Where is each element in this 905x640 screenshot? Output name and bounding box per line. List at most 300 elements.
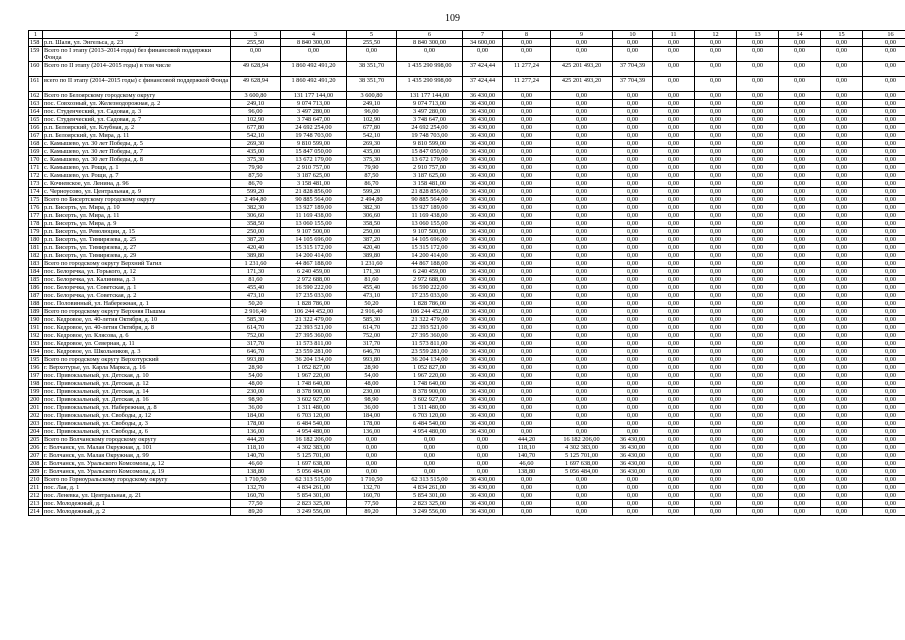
row-number-cell: 188: [29, 300, 43, 308]
value-cell: 6 703 120,00: [397, 412, 463, 420]
value-cell: 9 074 713,00: [281, 100, 347, 108]
value-cell: 0,00: [397, 436, 463, 444]
value-cell: 0,00: [551, 148, 613, 156]
address-cell: Всего по II этапу (2014–2015 годы) в том числе: [43, 62, 231, 77]
value-cell: 0,00: [821, 508, 863, 516]
value-cell: 0,00: [613, 420, 653, 428]
value-cell: 0,00: [779, 212, 821, 220]
value-cell: 0,00: [821, 372, 863, 380]
value-cell: 0,00: [821, 228, 863, 236]
value-cell: 0,00: [863, 62, 905, 77]
value-cell: 160,70: [347, 492, 397, 500]
value-cell: 0,00: [613, 484, 653, 492]
value-cell: 49 628,94: [231, 77, 281, 92]
row-number-cell: 176: [29, 204, 43, 212]
value-cell: 435,00: [347, 148, 397, 156]
value-cell: 0,00: [503, 268, 551, 276]
value-cell: 0,00: [779, 388, 821, 396]
value-cell: 0,00: [653, 300, 695, 308]
value-cell: 1 697 638,00: [281, 460, 347, 468]
value-cell: 171,30: [347, 268, 397, 276]
address-cell: р.п. Бисерть, ул. Тимирязева, д. 27: [43, 244, 231, 252]
column-number-header: 7: [463, 31, 503, 39]
value-cell: 0,00: [695, 340, 737, 348]
value-cell: 0,00: [821, 260, 863, 268]
value-cell: 23 559 281,00: [397, 348, 463, 356]
value-cell: 4 302 383,00: [281, 444, 347, 452]
value-cell: 0,00: [863, 436, 905, 444]
value-cell: 0,00: [863, 404, 905, 412]
value-cell: 0,00: [653, 500, 695, 508]
value-cell: 0,00: [503, 372, 551, 380]
table-row: [29, 124, 905, 132]
value-cell: 0,00: [779, 324, 821, 332]
value-cell: 0,00: [779, 404, 821, 412]
row-number-cell: 168: [29, 140, 43, 148]
value-cell: 0,00: [695, 292, 737, 300]
address-cell: пос. Студенческий, ул. Садовая, д. 7: [43, 116, 231, 124]
value-cell: 0,00: [551, 508, 613, 516]
value-cell: 0,00: [863, 412, 905, 420]
value-cell: 0,00: [613, 412, 653, 420]
value-cell: 0,00: [863, 508, 905, 516]
value-cell: 0,00: [737, 452, 779, 460]
value-cell: 0,00: [863, 364, 905, 372]
value-cell: 0,00: [821, 340, 863, 348]
value-cell: 0,00: [737, 508, 779, 516]
value-cell: 0,00: [779, 444, 821, 452]
value-cell: 0,00: [737, 372, 779, 380]
value-cell: 16 590 222,00: [397, 284, 463, 292]
value-cell: 27 395 360,00: [397, 332, 463, 340]
value-cell: 13 672 179,00: [397, 156, 463, 164]
value-cell: 0,00: [863, 284, 905, 292]
row-number-cell: 205: [29, 436, 43, 444]
value-cell: 0,00: [613, 156, 653, 164]
value-cell: 0,00: [695, 324, 737, 332]
value-cell: 16 182 206,00: [551, 436, 613, 444]
value-cell: 585,30: [347, 316, 397, 324]
value-cell: 0,00: [613, 196, 653, 204]
value-cell: 15 847 050,00: [397, 148, 463, 156]
value-cell: 0,00: [863, 124, 905, 132]
row-number-cell: 159: [29, 47, 43, 62]
value-cell: 0,00: [503, 380, 551, 388]
value-cell: 3 497 280,00: [397, 108, 463, 116]
value-cell: 0,00: [613, 332, 653, 340]
value-cell: 1 967 220,00: [397, 372, 463, 380]
value-cell: 36 430,00: [463, 196, 503, 204]
value-cell: 36 430,00: [463, 428, 503, 436]
value-cell: 0,00: [863, 108, 905, 116]
value-cell: 0,00: [779, 420, 821, 428]
table-body: [29, 39, 905, 516]
value-cell: 5 056 484,00: [551, 468, 613, 476]
value-cell: 0,00: [653, 77, 695, 92]
value-cell: 14 200 414,00: [397, 252, 463, 260]
value-cell: 36 430,00: [463, 188, 503, 196]
value-cell: 2 494,80: [231, 196, 281, 204]
value-cell: 0,00: [613, 324, 653, 332]
value-cell: 0,00: [695, 148, 737, 156]
value-cell: 3 249 556,00: [397, 508, 463, 516]
value-cell: 132,70: [347, 484, 397, 492]
value-cell: 9 074 713,00: [397, 100, 463, 108]
value-cell: 14 200 414,00: [281, 252, 347, 260]
value-cell: 102,90: [231, 116, 281, 124]
address-cell: пос. Белоречка, ул. Калинина, д. 3: [43, 276, 231, 284]
value-cell: 249,10: [347, 100, 397, 108]
value-cell: 0,00: [695, 444, 737, 452]
value-cell: 0,00: [653, 39, 695, 47]
value-cell: 0,00: [695, 172, 737, 180]
value-cell: 1 860 492 491,20: [281, 62, 347, 77]
value-cell: 0,00: [821, 284, 863, 292]
value-cell: 0,00: [863, 420, 905, 428]
value-cell: 0,00: [503, 300, 551, 308]
table-row: [29, 332, 905, 340]
value-cell: 0,00: [653, 340, 695, 348]
value-cell: 0,00: [613, 236, 653, 244]
value-cell: 0,00: [863, 212, 905, 220]
value-cell: 0,00: [863, 77, 905, 92]
table-row: [29, 172, 905, 180]
address-cell: р.п. Бисерть, ул. Тимирязева, д. 25: [43, 236, 231, 244]
value-cell: 0,00: [551, 492, 613, 500]
value-cell: 425 201 493,20: [551, 77, 613, 92]
value-cell: 0,00: [863, 276, 905, 284]
column-number-header: 2: [43, 31, 231, 39]
column-number-header: 5: [347, 31, 397, 39]
address-cell: с. Черноусово, ул. Центральная, д. 9: [43, 188, 231, 196]
value-cell: 9 107 500,00: [397, 228, 463, 236]
value-cell: 0,00: [737, 356, 779, 364]
table-row: [29, 164, 905, 172]
value-cell: 11 277,24: [503, 77, 551, 92]
value-cell: 4 954 480,00: [397, 428, 463, 436]
value-cell: 0,00: [863, 132, 905, 140]
value-cell: 8 840 300,00: [281, 39, 347, 47]
value-cell: 5 125 701,00: [281, 452, 347, 460]
table-row: [29, 140, 905, 148]
value-cell: 0,00: [653, 468, 695, 476]
address-cell: р.п. Бисерть, ул. Мира, д. 9: [43, 220, 231, 228]
value-cell: 0,00: [551, 156, 613, 164]
table-row: [29, 220, 905, 228]
value-cell: 0,00: [551, 268, 613, 276]
value-cell: 0,00: [821, 100, 863, 108]
column-number-header: 8: [503, 31, 551, 39]
value-cell: 0,00: [863, 268, 905, 276]
value-cell: 36 430,00: [463, 148, 503, 156]
table-row: [29, 300, 905, 308]
value-cell: 36 430,00: [463, 420, 503, 428]
value-cell: 0,00: [613, 396, 653, 404]
value-cell: 0,00: [653, 364, 695, 372]
column-number-header: 9: [551, 31, 613, 39]
value-cell: 24 692 254,00: [397, 124, 463, 132]
table-row: [29, 39, 905, 47]
value-cell: 0,00: [551, 100, 613, 108]
value-cell: 0,00: [551, 204, 613, 212]
value-cell: 0,00: [613, 228, 653, 236]
table-row: [29, 156, 905, 164]
value-cell: 36 430,00: [463, 364, 503, 372]
value-cell: 0,00: [653, 348, 695, 356]
value-cell: 38 351,70: [347, 77, 397, 92]
value-cell: 36 430,00: [463, 380, 503, 388]
value-cell: 250,00: [231, 228, 281, 236]
value-cell: 0,00: [737, 132, 779, 140]
value-cell: 0,00: [613, 188, 653, 196]
value-cell: 0,00: [551, 292, 613, 300]
row-number-cell: 211: [29, 484, 43, 492]
value-cell: 0,00: [821, 220, 863, 228]
value-cell: 0,00: [737, 404, 779, 412]
value-cell: 0,00: [863, 172, 905, 180]
value-cell: 0,00: [695, 436, 737, 444]
value-cell: 0,00: [613, 140, 653, 148]
value-cell: 3 600,80: [231, 92, 281, 100]
value-cell: 0,00: [737, 204, 779, 212]
value-cell: 0,00: [779, 148, 821, 156]
value-cell: 36 430,00: [463, 500, 503, 508]
value-cell: 0,00: [737, 468, 779, 476]
value-cell: 0,00: [821, 124, 863, 132]
column-number-header: 14: [779, 31, 821, 39]
value-cell: 0,00: [737, 228, 779, 236]
address-cell: пос. Молодежный, д. 2: [43, 508, 231, 516]
value-cell: 13 927 189,00: [281, 204, 347, 212]
value-cell: 5 056 484,00: [281, 468, 347, 476]
value-cell: 0,00: [613, 260, 653, 268]
value-cell: 0,00: [503, 228, 551, 236]
value-cell: 0,00: [653, 284, 695, 292]
value-cell: 6 484 540,00: [281, 420, 347, 428]
value-cell: 0,00: [653, 476, 695, 484]
value-cell: 54,00: [231, 372, 281, 380]
value-cell: 0,00: [695, 196, 737, 204]
table-row: [29, 364, 905, 372]
value-cell: 0,00: [613, 348, 653, 356]
value-cell: 387,20: [347, 236, 397, 244]
value-cell: 0,00: [551, 164, 613, 172]
value-cell: 425 201 493,20: [551, 62, 613, 77]
address-cell: пос. Студенческий, ул. Садовая, д. 3: [43, 108, 231, 116]
value-cell: 0,00: [503, 476, 551, 484]
value-cell: 2 972 688,00: [281, 276, 347, 284]
value-cell: 0,00: [347, 460, 397, 468]
value-cell: 23 559 281,00: [281, 348, 347, 356]
value-cell: 178,00: [347, 420, 397, 428]
table-row: [29, 180, 905, 188]
value-cell: 3 187 625,00: [397, 172, 463, 180]
value-cell: 0,00: [653, 92, 695, 100]
row-number-cell: 171: [29, 164, 43, 172]
value-cell: 0,00: [653, 220, 695, 228]
value-cell: 77,50: [347, 500, 397, 508]
value-cell: 3 158 481,00: [397, 180, 463, 188]
value-cell: 36 430,00: [463, 220, 503, 228]
value-cell: 0,00: [613, 180, 653, 188]
value-cell: 0,00: [551, 244, 613, 252]
table-row: [29, 468, 905, 476]
value-cell: 0,00: [695, 356, 737, 364]
value-cell: 0,00: [503, 308, 551, 316]
row-number-cell: 207: [29, 452, 43, 460]
row-number-cell: 167: [29, 132, 43, 140]
address-cell: г. Верхотурье, ул. Карла Маркса, д. 16: [43, 364, 231, 372]
value-cell: 37 704,39: [613, 77, 653, 92]
table-row: [29, 476, 905, 484]
value-cell: 677,80: [231, 124, 281, 132]
value-cell: 6 240 459,00: [397, 268, 463, 276]
value-cell: 11 573 811,00: [281, 340, 347, 348]
value-cell: 0,00: [613, 116, 653, 124]
value-cell: 8 378 900,00: [397, 388, 463, 396]
row-number-cell: 185: [29, 276, 43, 284]
value-cell: 0,00: [737, 492, 779, 500]
address-cell: пос. Привокзальный, ул. Детская, д. 10: [43, 372, 231, 380]
value-cell: 0,00: [503, 340, 551, 348]
value-cell: 0,00: [503, 116, 551, 124]
value-cell: 0,00: [653, 276, 695, 284]
value-cell: 0,00: [653, 164, 695, 172]
value-cell: 0,00: [779, 316, 821, 324]
value-cell: 22 393 521,00: [397, 324, 463, 332]
value-cell: 0,00: [737, 444, 779, 452]
address-cell: пос. Молодежный, д. 1: [43, 500, 231, 508]
value-cell: 3 748 647,00: [281, 116, 347, 124]
table-row: [29, 236, 905, 244]
value-cell: 0,00: [821, 180, 863, 188]
table-row: [29, 436, 905, 444]
value-cell: 317,70: [231, 340, 281, 348]
value-cell: 0,00: [821, 62, 863, 77]
value-cell: 81,60: [347, 276, 397, 284]
value-cell: 36 430,00: [463, 252, 503, 260]
table-row: [29, 348, 905, 356]
value-cell: 0,00: [653, 324, 695, 332]
row-number-cell: 197: [29, 372, 43, 380]
value-cell: 36 430,00: [463, 204, 503, 212]
table-row: [29, 292, 905, 300]
value-cell: 0,00: [695, 332, 737, 340]
value-cell: 0,00: [695, 188, 737, 196]
value-cell: 0,00: [821, 140, 863, 148]
value-cell: 0,00: [737, 47, 779, 62]
table-row: [29, 268, 905, 276]
row-number-cell: 158: [29, 39, 43, 47]
value-cell: 138,80: [231, 468, 281, 476]
value-cell: 0,00: [613, 500, 653, 508]
value-cell: 0,00: [503, 212, 551, 220]
table-row: [29, 380, 905, 388]
value-cell: 0,00: [737, 124, 779, 132]
value-cell: 0,00: [503, 484, 551, 492]
value-cell: 0,00: [737, 148, 779, 156]
value-cell: 4 834 261,00: [281, 484, 347, 492]
value-cell: 0,00: [779, 284, 821, 292]
value-cell: 1 710,50: [231, 476, 281, 484]
table-row: [29, 108, 905, 116]
value-cell: 36 430,00: [463, 276, 503, 284]
value-cell: 19 748 703,00: [281, 132, 347, 140]
value-cell: 0,00: [653, 132, 695, 140]
value-cell: 0,00: [551, 372, 613, 380]
address-cell: пос. Кедровое, ул. Северная, д. 11: [43, 340, 231, 348]
value-cell: 81,60: [231, 276, 281, 284]
value-cell: 269,30: [347, 140, 397, 148]
value-cell: 0,00: [779, 300, 821, 308]
value-cell: 36,00: [231, 404, 281, 412]
value-cell: 306,60: [347, 212, 397, 220]
value-cell: 0,00: [503, 332, 551, 340]
value-cell: 0,00: [503, 276, 551, 284]
address-cell: Всего по Волчанскому городскому округу: [43, 436, 231, 444]
value-cell: 16 182 206,00: [281, 436, 347, 444]
value-cell: 0,00: [503, 412, 551, 420]
value-cell: 0,00: [653, 196, 695, 204]
address-cell: пос. Привокзальный, ул. Свободы, д. 12: [43, 412, 231, 420]
value-cell: 0,00: [551, 260, 613, 268]
value-cell: 420,40: [347, 244, 397, 252]
value-cell: 0,00: [653, 420, 695, 428]
value-cell: 0,00: [821, 92, 863, 100]
value-cell: 16 590 222,00: [281, 284, 347, 292]
value-cell: 0,00: [503, 492, 551, 500]
value-cell: 13 060 155,00: [397, 220, 463, 228]
value-cell: 0,00: [503, 236, 551, 244]
value-cell: 22 393 521,00: [281, 324, 347, 332]
value-cell: 375,30: [347, 156, 397, 164]
value-cell: 0,00: [863, 460, 905, 468]
row-number-cell: 172: [29, 172, 43, 180]
value-cell: 0,00: [779, 77, 821, 92]
value-cell: 0,00: [863, 500, 905, 508]
value-cell: 62 313 515,00: [281, 476, 347, 484]
row-number-cell: 214: [29, 508, 43, 516]
value-cell: 0,00: [397, 47, 463, 62]
value-cell: 375,30: [231, 156, 281, 164]
value-cell: 0,00: [863, 220, 905, 228]
value-cell: 0,00: [551, 140, 613, 148]
row-number-cell: 175: [29, 196, 43, 204]
value-cell: 36 430,00: [463, 212, 503, 220]
value-cell: 0,00: [737, 268, 779, 276]
row-number-cell: 191: [29, 324, 43, 332]
value-cell: 2 910 757,00: [397, 164, 463, 172]
value-cell: 0,00: [863, 39, 905, 47]
value-cell: 24 692 254,00: [281, 124, 347, 132]
value-cell: 0,00: [695, 92, 737, 100]
value-cell: 0,00: [737, 77, 779, 92]
value-cell: 389,80: [347, 252, 397, 260]
value-cell: 0,00: [695, 252, 737, 260]
address-cell: с. Камышево, ул. 30 лет Победы, д. 7: [43, 148, 231, 156]
value-cell: 0,00: [613, 220, 653, 228]
value-cell: 1 231,60: [231, 260, 281, 268]
value-cell: 36 430,00: [463, 244, 503, 252]
value-cell: 36 430,00: [463, 348, 503, 356]
value-cell: 0,00: [863, 444, 905, 452]
value-cell: 50,20: [231, 300, 281, 308]
value-cell: 0,00: [779, 492, 821, 500]
table-row: [29, 148, 905, 156]
value-cell: 0,00: [737, 39, 779, 47]
value-cell: 0,00: [503, 100, 551, 108]
table-row: [29, 356, 905, 364]
